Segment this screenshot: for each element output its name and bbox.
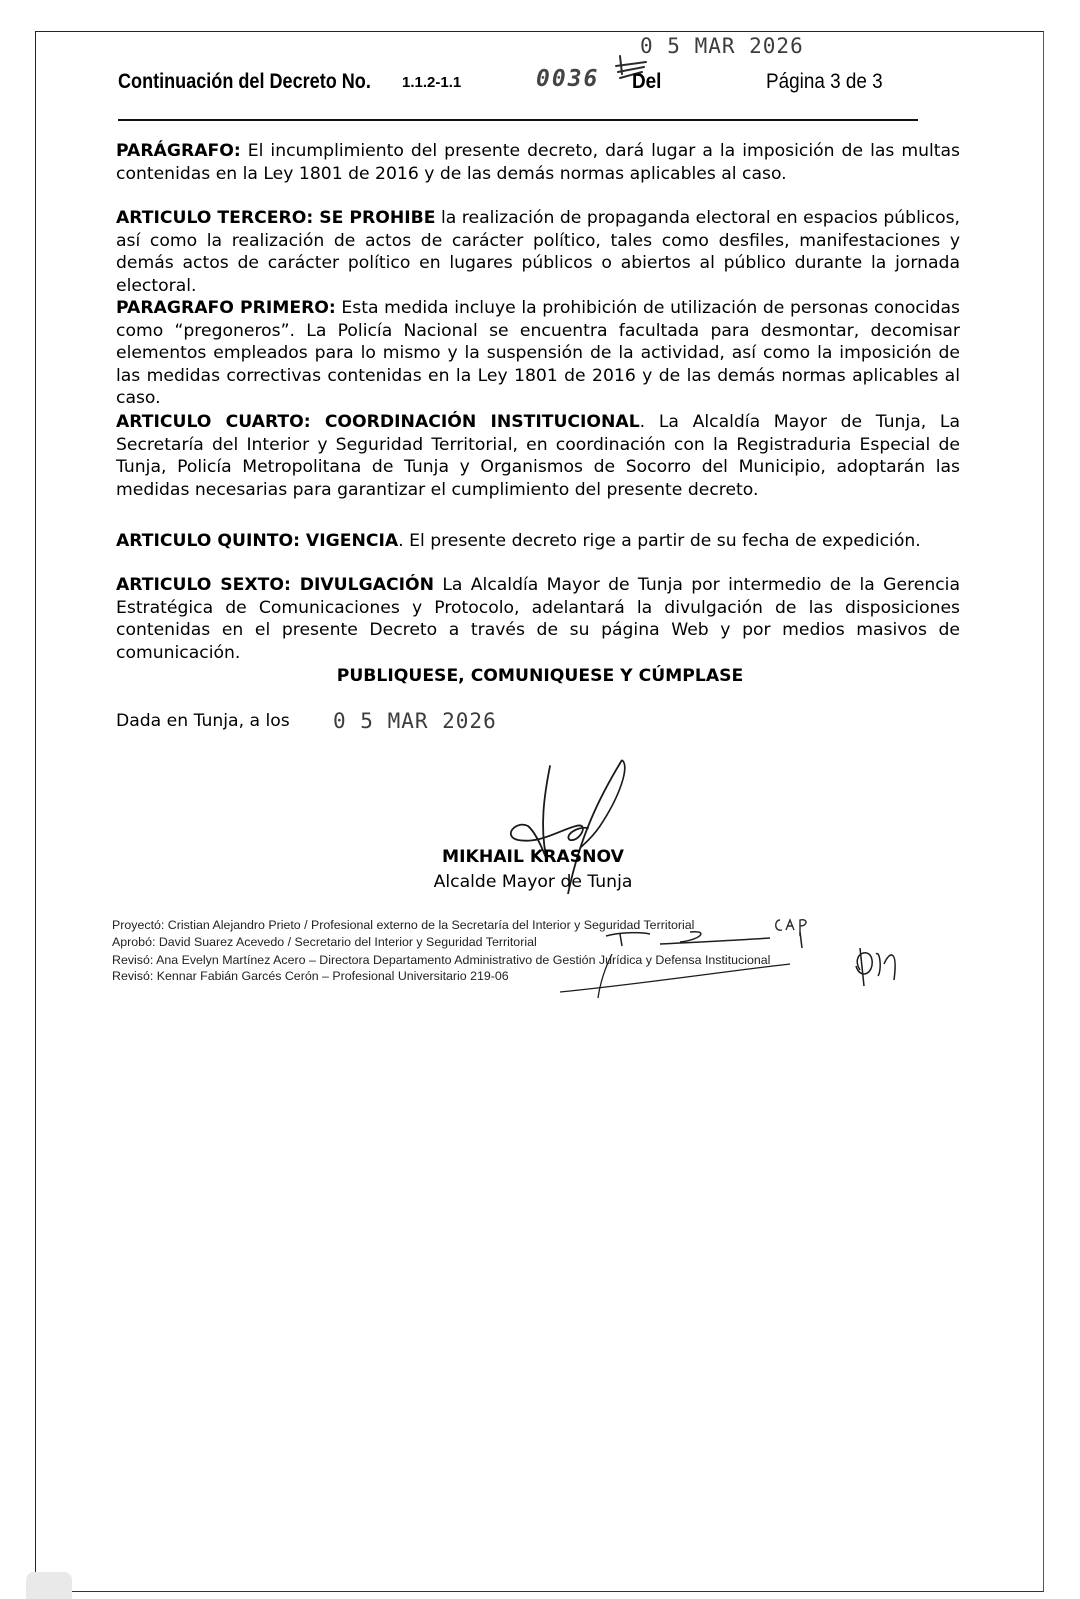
page-indicator: Página 3 de 3 xyxy=(766,70,883,93)
issued-place: Dada en Tunja, a los xyxy=(116,711,290,731)
article-tercero: ARTICULO TERCERO: SE PROHIBE la realización de propaganda electoral en espacios públicos, así como la realización de actos de carácter político, tales como desfiles, manifestaciones y demás actos de carácter político en lugares públicos o abiertos al público durante la jornada electoral. xyxy=(116,208,961,296)
closing-formula: PUBLIQUESE, COMUNIQUESE Y CÚMPLASE xyxy=(336,666,744,686)
article-sexto: ARTICULO SEXTO: DIVULGACIÓN La Alcaldía Mayor de Tunja por intermedio de la Gerencia Estratégica de Comunicaciones y Protocolo, adelantará la divulgación de las disposiciones contenidas en el presente Decreto a través de su página Web y por medios masivos de comunicación. xyxy=(116,575,960,663)
article-quinto: ARTICULO QUINTO: VIGENCIA. El presente decreto rige a partir de su fecha de expedición. xyxy=(116,531,921,551)
footer-reviso-1: Revisó: Ana Evelyn Martínez Acero – Directora Departamento Administrativo de Gestión Jurídica y Defensa Institucional xyxy=(112,953,771,967)
date-stamp-body: 0 5 MAR 2026 xyxy=(333,709,497,733)
scan-artifact xyxy=(26,1572,72,1599)
decree-number: 1.1.2-1.1 xyxy=(402,74,462,91)
signer-name: MIKHAIL KRASNOV xyxy=(442,847,624,867)
header-rule xyxy=(118,119,918,121)
article-cuarto: ARTICULO CUARTO: COORDINACIÓN INSTITUCIONAL. La Alcaldía Mayor de Tunja, La Secretaría del Interior y Seguridad Territorial, en coordinación con la Registraduria Especial de Tunja, Policía Metropolitana de Tunja y Organismos de Socorro del Municipio, adoptarán las medidas necesarias para garantizar el cumplimiento del presente decreto. xyxy=(116,412,960,500)
footer-proyecto: Proyectó: Cristian Alejandro Prieto / Profesional externo de la Secretaría del Interior y Seguridad Territorial xyxy=(112,918,695,932)
stamped-decree-number: 0036 xyxy=(536,66,600,92)
reviewer-signature xyxy=(560,940,900,1000)
date-stamp-header: 0 5 MAR 2026 xyxy=(640,34,804,58)
header-lead: Continuación del Decreto No. xyxy=(118,70,371,93)
signer-role: Alcalde Mayor de Tunja xyxy=(433,872,633,892)
footer-aprobo: Aprobó: David Suarez Acevedo / Secretario del Interior y Seguridad Territorial xyxy=(112,935,537,949)
paragraph-paragrafo: PARÁGRAFO: El incumplimiento del presente decreto, dará lugar a la imposición de las multas contenidas en la Ley 1801 de 2016 y de las demás normas aplicables al caso. xyxy=(116,141,960,184)
paragraph-primero: PARAGRAFO PRIMERO: Esta medida incluye la prohibición de utilización de personas conocidas como “pregoneros”. La Policía Nacional se encuentra facultada para desmontar, decomisar elementos empleados para lo mismo y la suspensión de la actividad, así como la imposición de las medidas correctivas contenidas en la Ley 1801 de 2016 y de las demás normas aplicables al caso. xyxy=(116,298,960,408)
footer-reviso-2: Revisó: Kennar Fabián Garcés Cerón – Profesional Universitario 219-06 xyxy=(112,969,509,983)
header-del: Del xyxy=(632,70,662,93)
document-header xyxy=(118,34,918,108)
